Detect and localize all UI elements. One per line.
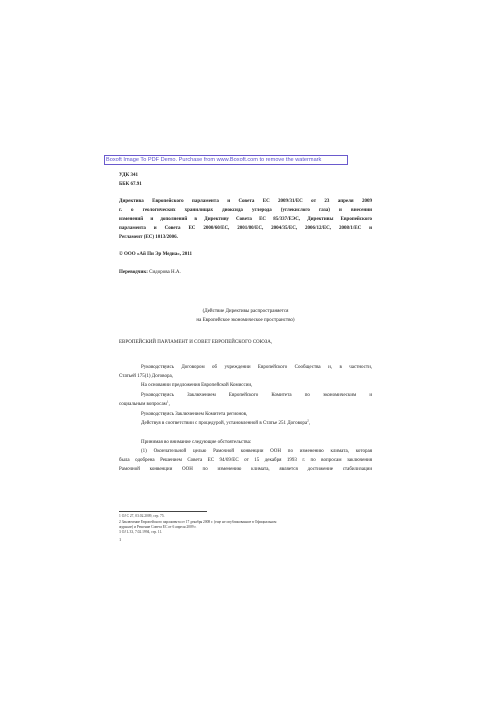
bbk-code: ББК 67.91 [119, 182, 142, 187]
translator-line [119, 269, 372, 276]
footnote-divider [119, 511, 207, 512]
directive-title-line-4: парламента и Совета ЕС 2000/60/ЕС, 2001/80/ЕС, 2004/35/ЕС, 2006/12/ЕС, 2008/1/ЕС и [119, 226, 372, 231]
recital-1-line-1: (1) Окончательной целью Рамочной конвенции ООН по изменению климата, которая [141, 449, 372, 454]
translator-label: Переводчик: [119, 270, 148, 275]
parliament-heading: ЕВРОПЕЙСКИЙ ПАРЛАМЕНТ И СОВЕТ ЕВРОПЕЙСКОГО СОЮЗА, [119, 340, 273, 345]
esc-opinion-line-2: социальным вопросам$^1$, [119, 399, 170, 407]
footnote-3: 3 OJ L 33, 7.02.1994, стр. 11. [119, 530, 163, 534]
page-number: 1 [119, 537, 122, 542]
esc-opinion-line-1: Руководствуясь Заключением Европейского Комитета по экономическим и [141, 393, 372, 398]
treaty-line-2: Статьей 175(1) Договора, [119, 374, 173, 379]
footnote-1: 1 OJ С 27, 03.02.2009, стр. 75. [119, 514, 165, 518]
copyright-line: © ООО «Ай Пи Эр Медиа», 2011 [119, 252, 193, 257]
directive-title-line-2: г. о геологических хранилищах диоксида углерода (углекислого газа) и внесении [119, 208, 372, 213]
directive-title-line-1: Директива Европейского парламента и Совета ЕС 2009/31/ЕС от 23 апреля 2009 [119, 199, 372, 204]
footnote-2: 2 Заключение Европейского парламента от 17 декабря 2008 г. (еще не опубликованное в Официальном [119, 520, 277, 524]
esc-opinion-text: социальным вопросам [119, 402, 167, 407]
acting-text: Действуя в соответствии с процедурой, установленной в Статье 251 Договора [141, 421, 308, 426]
directive-title-line-3: изменений и дополнений в Директиву Совета ЕС 85/337/ЕЭС, Директивы Европейского [119, 217, 372, 222]
acting-procedure: Действуя в соответствии с процедурой, установленной в Статье 251 Договора$^2$, [141, 418, 311, 426]
regions-opinion: Руководствуясь Заключением Комитета регионов, [141, 412, 248, 417]
considering-heading: Принимая во внимание следующие обстоятельства: [141, 440, 252, 445]
recital-1-line-3 [119, 466, 372, 473]
footnote-ref-2: 2 [307, 418, 309, 423]
directive-title-line-5: Регламент (ЕС) 1013/2006. [119, 235, 178, 240]
treaty-line-1: Руководствуясь Договором об учреждении Европейского Сообщества и, в частности, [141, 365, 372, 370]
recital-1-text: Рамочной конвенции ООН по изменению климата, является достижение стабилизации [119, 467, 372, 472]
validity-note-line-1: (Действие Директивы распространяется [202, 309, 289, 314]
recital-1-line-2: была одобрена Решением Совета ЕС 94/69/ЕС от 15 декабря 1993 г. по вопросам заключения [119, 458, 372, 463]
watermark-banner: Boxoft Image To PDF Demo. Purchase from www.Boxoft.com to remove the watermark [104, 155, 348, 165]
footnote-2-cont: журнале) и Решение Совета ЕС от 6 апреля 2009 г. [119, 525, 197, 529]
commission-proposal: На основании предложения Европейской Комиссии, [141, 383, 253, 388]
validity-note-line-2: на Европейское экономическое пространство) [196, 318, 295, 323]
footnote-ref-1: 1 [166, 399, 169, 404]
translator-name: Сидорова Н.А. [149, 270, 181, 275]
udk-code: УДК 341 [119, 173, 138, 178]
